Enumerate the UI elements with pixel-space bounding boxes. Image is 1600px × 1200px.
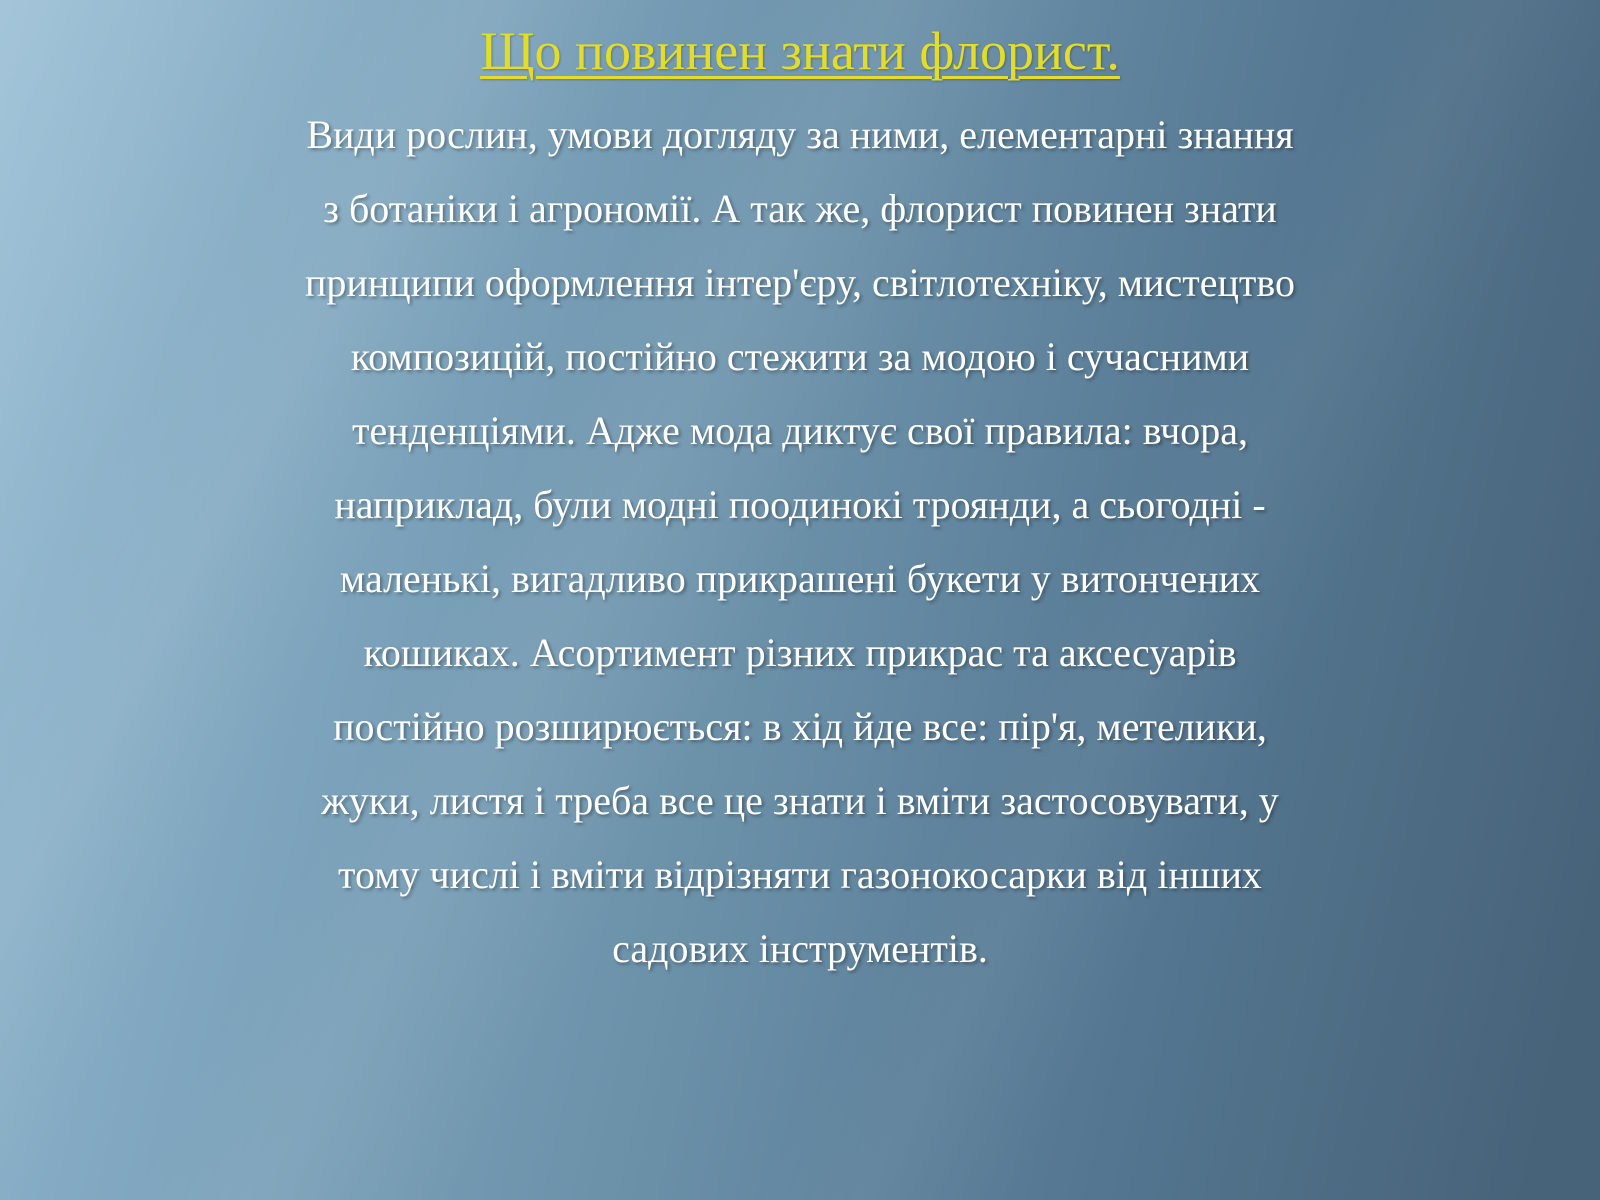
body-line: принципи оформлення інтер'єру, світлотехніку, мистецтво	[305, 260, 1295, 305]
body-line: композицій, постійно стежити за модою і сучасними	[350, 334, 1250, 379]
body-line: садових інструментів.	[612, 926, 988, 971]
body-line: постійно розширюється: в хід йде все: пір'я, метелики,	[333, 704, 1267, 749]
slide-body	[0, 98, 1600, 986]
body-line: з ботаніки і агрономії. А так же, флорист повинен знати	[323, 186, 1277, 231]
body-line: тому числі і вміти відрізняти газонокосарки від інших	[338, 852, 1262, 897]
body-line: жуки, листя і треба все це знати і вміти застосовувати, у	[321, 778, 1279, 823]
body-line: наприклад, були модні поодинокі троянди, а сьогодні -	[334, 482, 1266, 527]
body-line: Види рослин, умови догляду за ними, елементарні знання	[306, 112, 1294, 157]
slide-title: Що повинен знати флорист.	[480, 21, 1120, 81]
body-line: кошиках. Асортимент різних прикрас та аксесуарів	[363, 630, 1237, 675]
body-line: тенденціями. Адже мода диктує свої правила: вчора,	[352, 408, 1248, 453]
body-line: маленькі, вигадливо прикрашені букети у витончених	[339, 556, 1261, 601]
